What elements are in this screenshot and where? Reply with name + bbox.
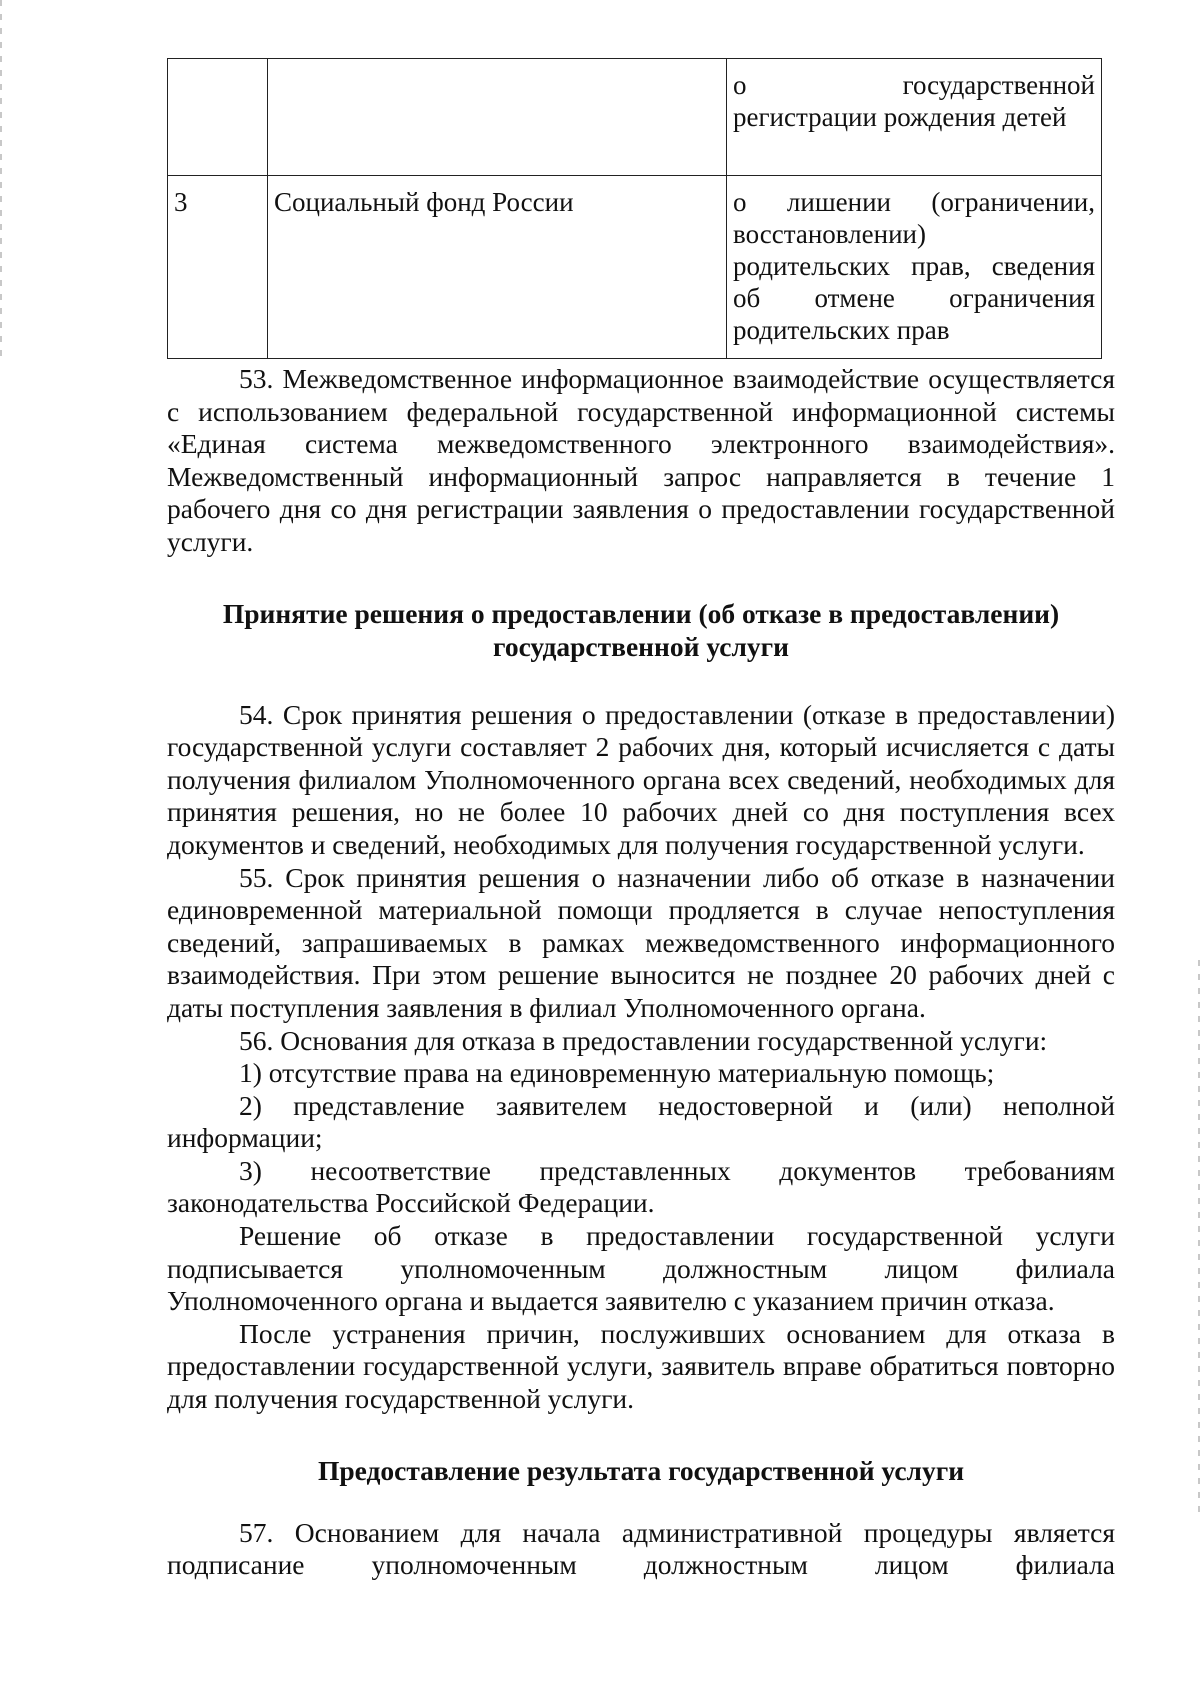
table-cell-number (168, 59, 268, 176)
interagency-table (167, 58, 1102, 359)
paragraph-54: 54. Срок принятия решения о предоставлении (отказе в предоставлении) государственной услуги составляет 2 рабочих дня, который исчисляется с даты получения филиалом Уполномоченного органа всех сведений, необходимых для принятия решения, но не более 10 рабочих дней со дня поступления всех документов и сведений, необходимых для получения государственной услуги. (167, 698, 1115, 860)
table-cell-info-line: о государственной (733, 70, 1095, 100)
table-cell-info-line: родительских прав, сведения (733, 251, 1095, 281)
table-cell-info-line: об отмене ограничения (733, 283, 1095, 313)
table-cell-agency (268, 59, 727, 176)
section-heading-result: Предоставление результата государственной услуги (317, 1454, 965, 1486)
table-cell-info-line: родительских прав (733, 315, 950, 345)
document-content (167, 58, 1115, 1582)
table-row (168, 59, 1102, 176)
table-cell-info-line: регистрации рождения детей (733, 102, 1067, 132)
table-row (168, 176, 1102, 359)
paragraph-57-line: 57. Основанием для начала административной процедуры является (239, 1516, 1115, 1548)
paragraph-56-item-3: 3) несоответствие представленных документов требованиям законодательства Российской Федерации. (167, 1154, 1115, 1219)
table-cell-info-line: восстановлении) (733, 219, 926, 249)
paragraph-56-item-1: 1) отсутствие права на единовременную материальную помощь; (239, 1057, 995, 1089)
paragraph-56-item-2: 2) представление заявителем недостоверной и (или) неполной информации; (167, 1089, 1115, 1154)
table-cell-agency: Социальный фонд России (268, 176, 727, 359)
section-heading-decision (167, 597, 1115, 663)
paragraph-refusal-decision: Решение об отказе в предоставлении государственной услуги подписывается уполномоченным должностным лицом филиала Уполномоченного органа и выдается заявителю с указанием причин отказа. (167, 1220, 1115, 1317)
section-heading-line: Принятие решения о предоставлении (об отказе в предоставлении) (222, 597, 1060, 629)
section-heading-line: государственной услуги (493, 630, 789, 662)
table-cell-info (727, 176, 1102, 359)
paragraph-56: 56. Основания для отказа в предоставлении государственной услуги: (239, 1024, 1048, 1056)
paragraph-repeat-application: После устранения причин, послуживших основанием для отказа в предоставлении государственной услуги, заявитель вправе обратиться повторно для получения государственной услуги. (167, 1317, 1115, 1415)
table-cell-info-line: о лишении (ограничении, (733, 187, 1095, 217)
paragraph-53: 53. Межведомственное информационное взаимодействие осуществляется с использованием федеральной государственной информационной системы «Единая система межведомственного электронного взаимодействия». Межведомственный информационный запрос направляется в течение 1 рабочего дня со дня регистрации заявления о предоставлении государственной услуги. (167, 363, 1115, 557)
table-cell-info (727, 59, 1102, 176)
table-cell-number: 3 (168, 176, 268, 359)
scan-edge-left (0, 0, 2, 360)
paragraph-55: 55. Срок принятия решения о назначении либо об отказе в назначении единовременной материальной помощи продляется в случае непоступления сведений, запрашиваемых в рамках межведомственного информационного взаимодействия. При этом решение выносится не позднее 20 рабочих дней с даты поступления заявления в филиал Уполномоченного органа. (167, 861, 1115, 1023)
paragraph-57-line: подписание уполномоченным должностным лицом филиала (167, 1549, 1115, 1581)
